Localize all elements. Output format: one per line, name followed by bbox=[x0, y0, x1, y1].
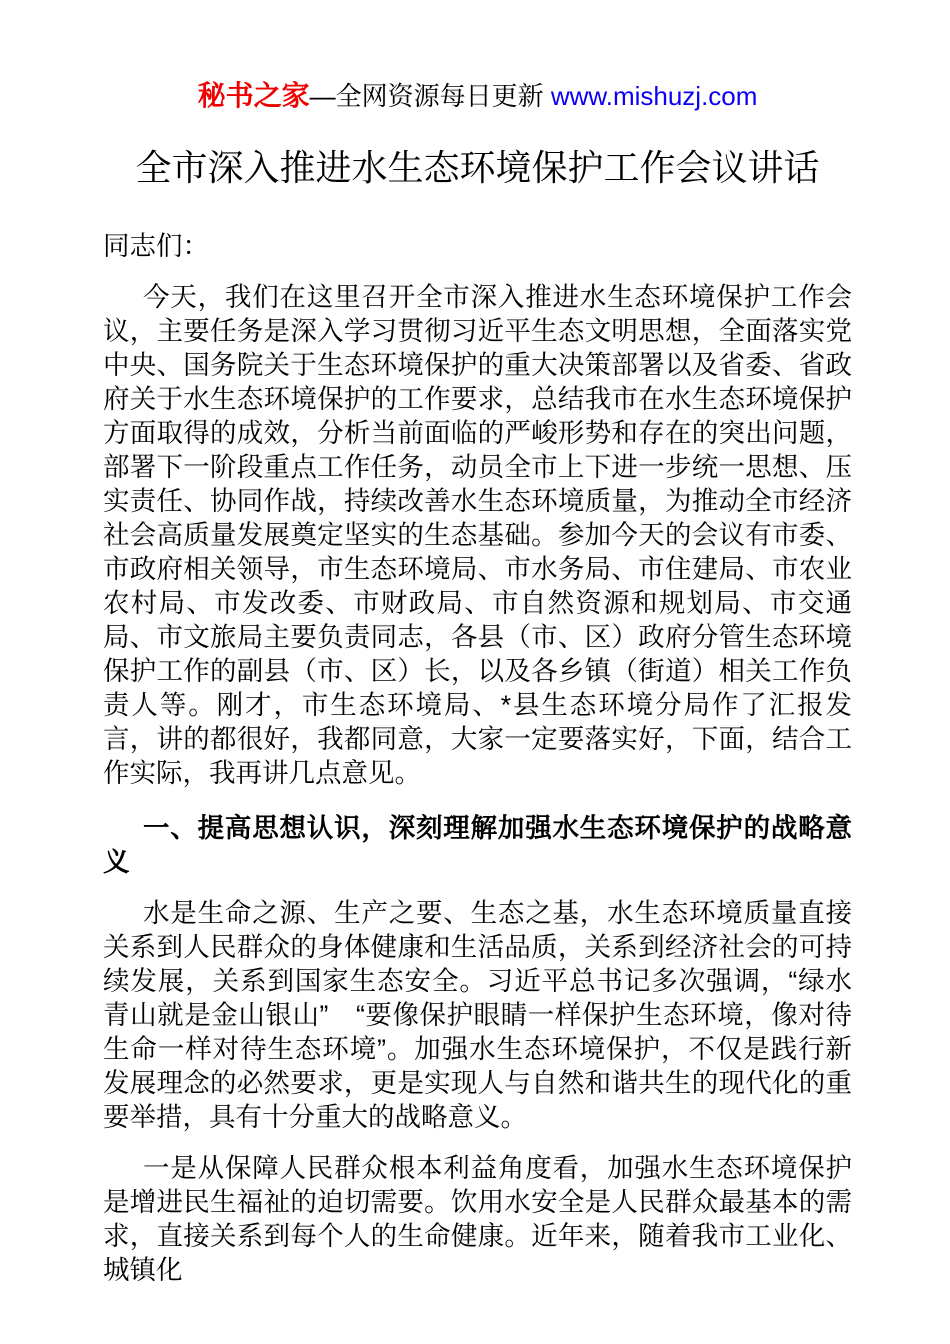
paragraph-strategic-significance: 水是生命之源、生产之要、生态之基，水生态环境质量直接关系到人民群众的身体健康和生活品质，关系到经济社会的可持续发展，关系到国家生态安全。习近平总书记多次强调，“绿水青山就是金山银山” “要像保护眼睛一样保护生态环境，像对待生命一样对待生态环境”。加强水生态环境保护，不仅是践行新发展理念的必然要求，更是实现人与自然和谐共生的现代化的重要举措，具有十分重大的战略意义。 bbox=[103, 898, 852, 1132]
intro-paragraph: 今天，我们在这里召开全市深入推进水生态环境保护工作会议，主要任务是深入学习贯彻习近平生态文明思想，全面落实党中央、国务院关于生态环境保护的重大决策部署以及省委、省政府关于水生态环境保护的工作要求，总结我市在水生态环境保护方面取得的成效，分析当前面临的严峻形势和存在的突出问题，部署下一阶段重点工作任务，动员全市上下进一步统一思想、压实责任、协同作战，持续改善水生态环境质量，为推动全市经济社会高质量发展奠定坚实的生态基础。参加今天的会议有市委、市政府相关领导，市生态环境局、市水务局、市住建局、市农业农村局、市发改委、市财政局、市自然资源和规划局、市交通局、市文旅局主要负责同志，各县（市、区）政府分管生态环境保护工作的副县（市、区）长，以及各乡镇（街道）相关工作负责人等。刚才，市生态环境局、*县生态环境分局作了汇报发言，讲的都很好，我都同意，大家一定要落实好，下面，结合工作实际，我再讲几点意见。 bbox=[103, 282, 852, 788]
salutation: 同志们： bbox=[103, 231, 209, 261]
document-title: 全市深入推进水生态环境保护工作会议讲话 bbox=[135, 147, 820, 188]
brand-name: 秘书之家 bbox=[197, 80, 310, 111]
section-1-heading: 一、提高思想认识，深刻理解加强水生态环境保护的战略意义 bbox=[103, 813, 852, 877]
site-url-link[interactable]: www.mishuzj.com bbox=[550, 81, 758, 111]
paragraph-people-interests: 一是从保障人民群众根本利益角度看，加强水生态环境保护是增进民生福祉的迫切需要。饮用水安全是人民群众最基本的需求，直接关系到每个人的生命健康。近年来，随着我市工业化、城镇化 bbox=[103, 1153, 852, 1285]
header-tagline: —全网资源每日更新 bbox=[309, 81, 551, 111]
site-header bbox=[103, 82, 852, 110]
